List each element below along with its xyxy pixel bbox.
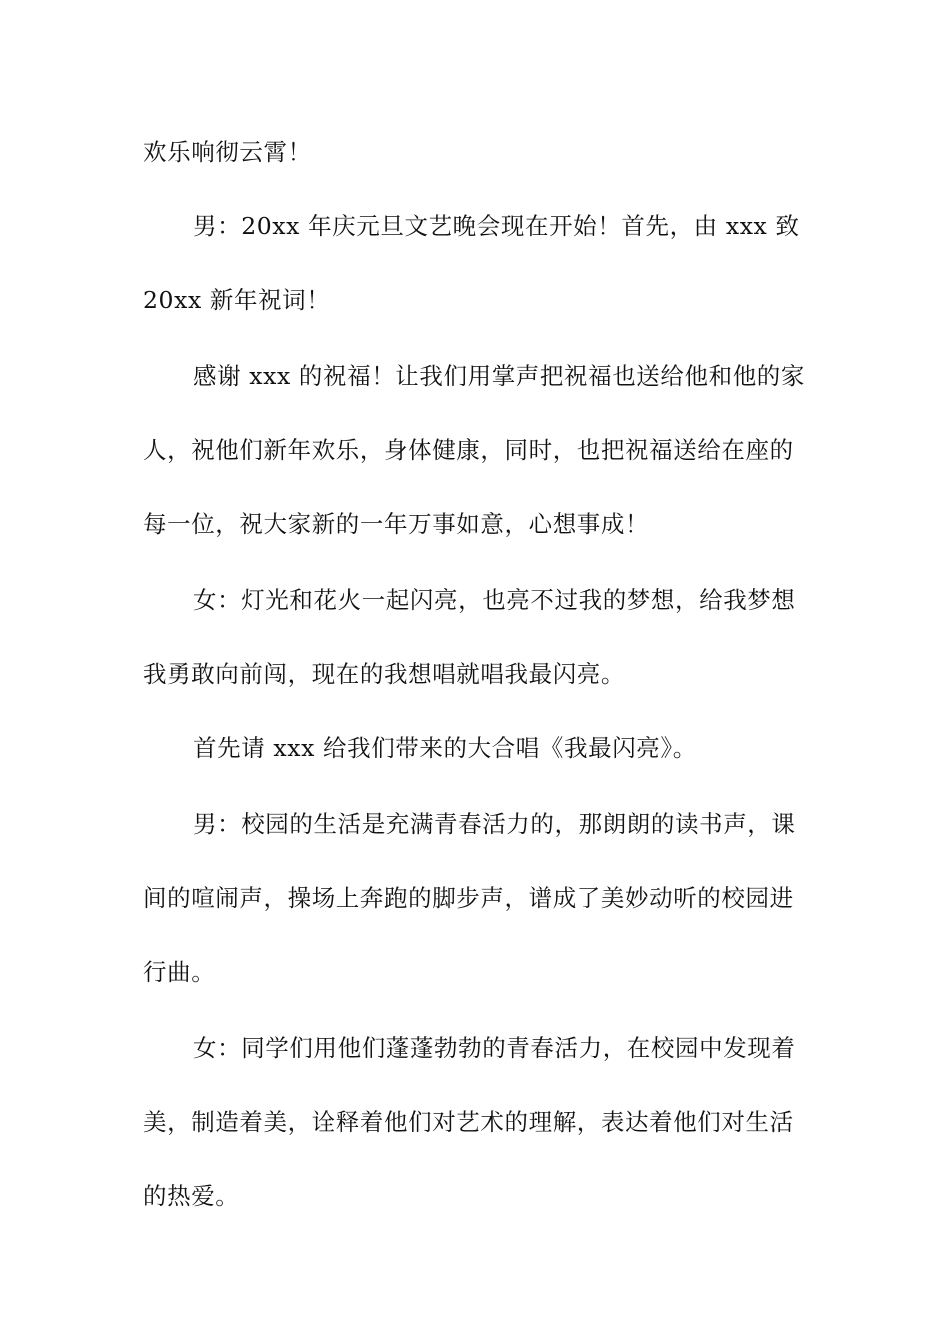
text-line: 首先请 xxx 给我们带来的大合唱《我最闪亮》。 (193, 734, 697, 762)
text-line: 女：灯光和花火一起闪亮，也亮不过我的梦想，给我梦想 (193, 586, 796, 614)
text-line: 我勇敢向前闯，现在的我想唱就唱我最闪亮。 (143, 660, 625, 688)
text-line: 20xx 新年祝词！ (143, 286, 331, 314)
text-line: 美，制造着美，诠释着他们对艺术的理解，表达着他们对生活 (143, 1108, 794, 1136)
text-line: 女：同学们用他们蓬蓬勃勃的青春活力，在校园中发现着 (193, 1034, 796, 1062)
text-line: 的热爱。 (143, 1182, 240, 1210)
text-line: 人，祝他们新年欢乐，身体健康，同时，也把祝福送给在座的 (143, 436, 794, 464)
text-line: 男：校园的生活是充满青春活力的，那朗朗的读书声，课 (193, 810, 796, 838)
text-line: 男：20xx 年庆元旦文艺晚会现在开始！首先，由 xxx 致 (193, 212, 800, 240)
text-line: 感谢 xxx 的祝福！让我们用掌声把祝福也送给他和他的家 (193, 362, 805, 390)
text-line: 间的喧闹声，操场上奔跑的脚步声，谱成了美妙动听的校园进 (143, 884, 794, 912)
text-line: 行曲。 (143, 958, 216, 986)
text-line: 欢乐响彻云霄！ (143, 138, 312, 166)
text-line: 每一位，祝大家新的一年万事如意，心想事成！ (143, 510, 650, 538)
